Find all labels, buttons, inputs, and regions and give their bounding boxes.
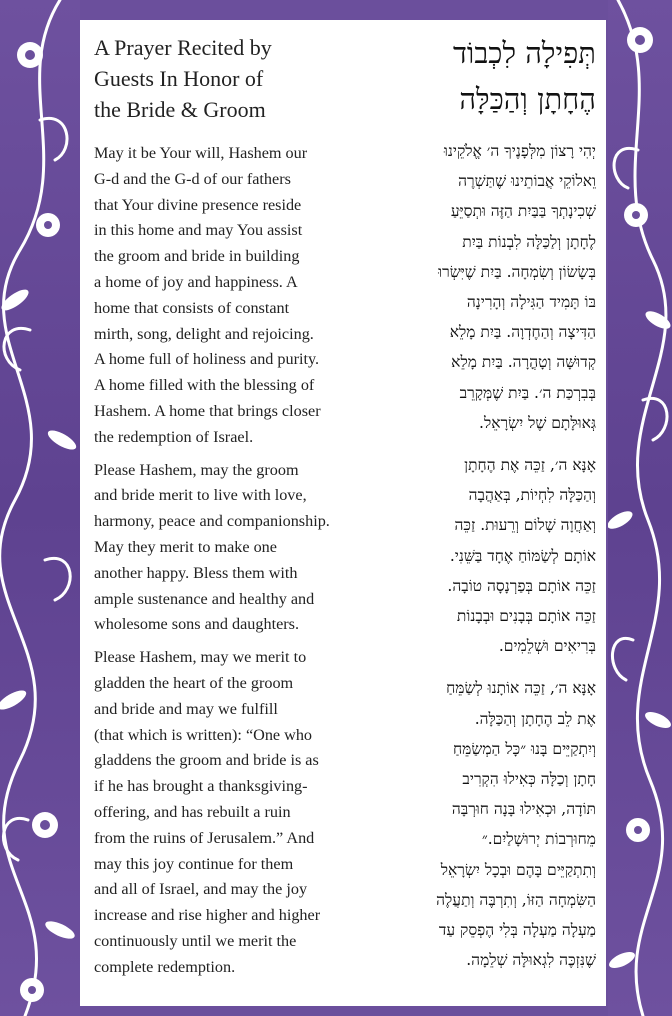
text-line: בְּרִיאִים וּשְׁלֵמִים. bbox=[498, 637, 596, 656]
english-paragraph-1 bbox=[94, 141, 350, 451]
text-line: יְהִי רָצוֹן מִלְּפָנֶיךָ ה׳ אֱלֹקֵינוּ bbox=[443, 142, 596, 160]
text-line: בְּבִרְכַּת ה׳. בַּיִת שֶׁמְּקָרֵב bbox=[459, 383, 596, 402]
text-line: Hashem. A home that brings closer bbox=[94, 401, 321, 420]
text-line: אָנָּא ה׳, זַכֵּה אֶת הֶחָתָן bbox=[464, 456, 596, 475]
text-line: Please Hashem, may the groom bbox=[94, 460, 299, 479]
text-line: וֵאלוֹקֵי אֲבוֹתֵינוּ שֶׁתַּשְׁרֶה bbox=[458, 172, 596, 191]
text-line: continuously until we merit the bbox=[94, 931, 297, 950]
text-line: Please Hashem, may we merit to bbox=[94, 648, 307, 667]
hebrew-title-line: תְּפִילָה לִכְבוֹד bbox=[452, 36, 596, 70]
text-line: קְדוּשָּׁה וְטָהֳרָה. בַּיִת מָלֵא bbox=[451, 353, 596, 372]
text-line: וְתִתְקַיֵּים בָּהֶם וּבְכָל יִשְׂרָאֵל bbox=[440, 860, 596, 879]
text-line: A home full of holiness and purity. bbox=[94, 350, 320, 369]
english-title-line: the Bride & Groom bbox=[94, 97, 266, 122]
english-title-line: A Prayer Recited by bbox=[94, 35, 272, 60]
prayer-card bbox=[80, 20, 606, 1006]
text-line: גְּאוּלָּתָם שֶׁל יִשְׂרָאֵל. bbox=[479, 413, 596, 432]
text-line: מַעְלָה מַעְלָה בְּלִי הֶפְסֵק עַד bbox=[438, 921, 596, 940]
text-line: home that consists of constant bbox=[94, 298, 290, 317]
text-line: תּוֹדָה, וּכְאִילוּ בָּנָה חוּרְבָּה bbox=[451, 800, 596, 819]
text-line: the groom and bride in building bbox=[94, 247, 300, 266]
hebrew-column bbox=[362, 30, 596, 987]
text-line: (that which is written): “One who bbox=[94, 725, 313, 744]
english-title-line: Guests In Honor of bbox=[94, 66, 264, 91]
english-column bbox=[94, 32, 350, 988]
text-line: from the ruins of Jerusalem.” And bbox=[94, 828, 315, 847]
text-line: and all of Israel, and may the joy bbox=[94, 880, 308, 899]
text-line: הַשִּׂמְחָה הַזּוֹ, וְתִרְבֶּה וְתַעֲלֶה bbox=[436, 890, 596, 909]
text-line: complete redemption. bbox=[94, 957, 236, 976]
text-line: שְׁכִינָתְךָ בַּבַּיִת הַזֶּה וּתְסַיֵּעַ bbox=[450, 202, 596, 221]
text-line: and bride and may we fulfill bbox=[94, 699, 278, 718]
text-line: בְּשָׂשׂוֹן וְשִׂמְחָה. בַּיִת שֶׁיִּשְׂרוּ bbox=[438, 262, 596, 281]
text-line: offering, and has rebuilt a ruin bbox=[94, 802, 291, 821]
text-line: הַדִּיצָה וְהַחֶדְוָה. בַּיִת מָלֵא bbox=[449, 323, 596, 342]
text-line: בּוֹ תָּמִיד הַגִּילָה וְהָרִינָה bbox=[466, 293, 596, 312]
english-title bbox=[94, 32, 350, 125]
text-line: that Your divine presence reside bbox=[94, 195, 302, 214]
text-line: a home of joy and happiness. A bbox=[94, 272, 298, 291]
text-line: זַכֵּה אוֹתָם בְּבָנִים וּבְבָנוֹת bbox=[456, 607, 596, 626]
text-line: wholesome sons and daughters. bbox=[94, 615, 300, 634]
text-line: ample sustenance and healthy and bbox=[94, 589, 315, 608]
hebrew-paragraph-3 bbox=[362, 673, 596, 975]
hebrew-title-line: הֶחָתָן וְהַכַּלָּה bbox=[459, 82, 596, 116]
text-line: A home filled with the blessing of bbox=[94, 376, 315, 395]
hebrew-paragraph-1 bbox=[362, 136, 596, 438]
hebrew-title bbox=[362, 30, 596, 122]
text-line: in this home and may You assist bbox=[94, 221, 303, 240]
vine-scroll-icon bbox=[0, 0, 80, 1016]
right-decorative-border bbox=[608, 0, 672, 1016]
text-line: לֶחָתָן וְלַכַּלָּה לִבְנוֹת בַּיִת bbox=[462, 232, 596, 251]
text-line: mirth, song, delight and rejoicing. bbox=[94, 324, 314, 343]
text-line: harmony, peace and companionship. bbox=[94, 512, 330, 531]
text-line: וְיִתְקַיֵּים בָּנוּ ״כָּל הַמְשַׂמֵּחַ bbox=[453, 739, 596, 758]
text-line: increase and rise higher and higher bbox=[94, 906, 321, 925]
text-line: may this joy continue for them bbox=[94, 854, 294, 873]
vine-scroll-icon bbox=[608, 0, 672, 1016]
text-line: חָתָן וְכַלָּה כְּאִילוּ הִקְרִיב bbox=[462, 770, 596, 789]
text-line: and bride merit to live with love, bbox=[94, 486, 307, 505]
text-line: שֶׁנִּזְכֶּה לִגְאוּלָּה שְׁלֵמָה. bbox=[466, 951, 596, 970]
text-line: if he has brought a thanksgiving- bbox=[94, 777, 308, 796]
text-line: וְאַחֲוָה שָׁלוֹם וְרֵעוּת. זַכֵּה bbox=[454, 516, 596, 535]
left-decorative-border bbox=[0, 0, 80, 1016]
text-line: May they merit to make one bbox=[94, 537, 277, 556]
english-paragraph-3 bbox=[94, 645, 350, 980]
text-line: May it be Your will, Hashem our bbox=[94, 144, 308, 162]
text-line: אוֹתָם לְשַׂמּוֹחַ אֶחָד בַּשֵּׁנִי. bbox=[449, 546, 596, 565]
text-line: אֶת לֵב הֶחָתָן וְהַכַּלָּה. bbox=[474, 709, 596, 728]
text-line: מֵחוּרְבוֹת יְרוּשָׁלַיִם.״ bbox=[481, 830, 596, 849]
text-line: וְהַכַּלָּה לִחְיוֹת, בְּאַהֲבָה bbox=[468, 486, 596, 505]
text-line: the redemption of Israel. bbox=[94, 427, 254, 446]
text-line: another happy. Bless them with bbox=[94, 563, 298, 582]
text-line: gladden the heart of the groom bbox=[94, 673, 294, 692]
text-line: אָנָּא ה׳, זַכֵּה אוֹתָנוּ לְשַׂמֵּחַ bbox=[446, 679, 596, 698]
english-paragraph-2 bbox=[94, 458, 350, 639]
text-line: G-d and the G-d of our fathers bbox=[94, 169, 291, 188]
text-line: זַכֵּה אוֹתָם בְּפַרְנָסָה טוֹבָה. bbox=[447, 576, 596, 595]
text-line: gladdens the groom and bride is as bbox=[94, 751, 319, 770]
hebrew-paragraph-2 bbox=[362, 450, 596, 661]
